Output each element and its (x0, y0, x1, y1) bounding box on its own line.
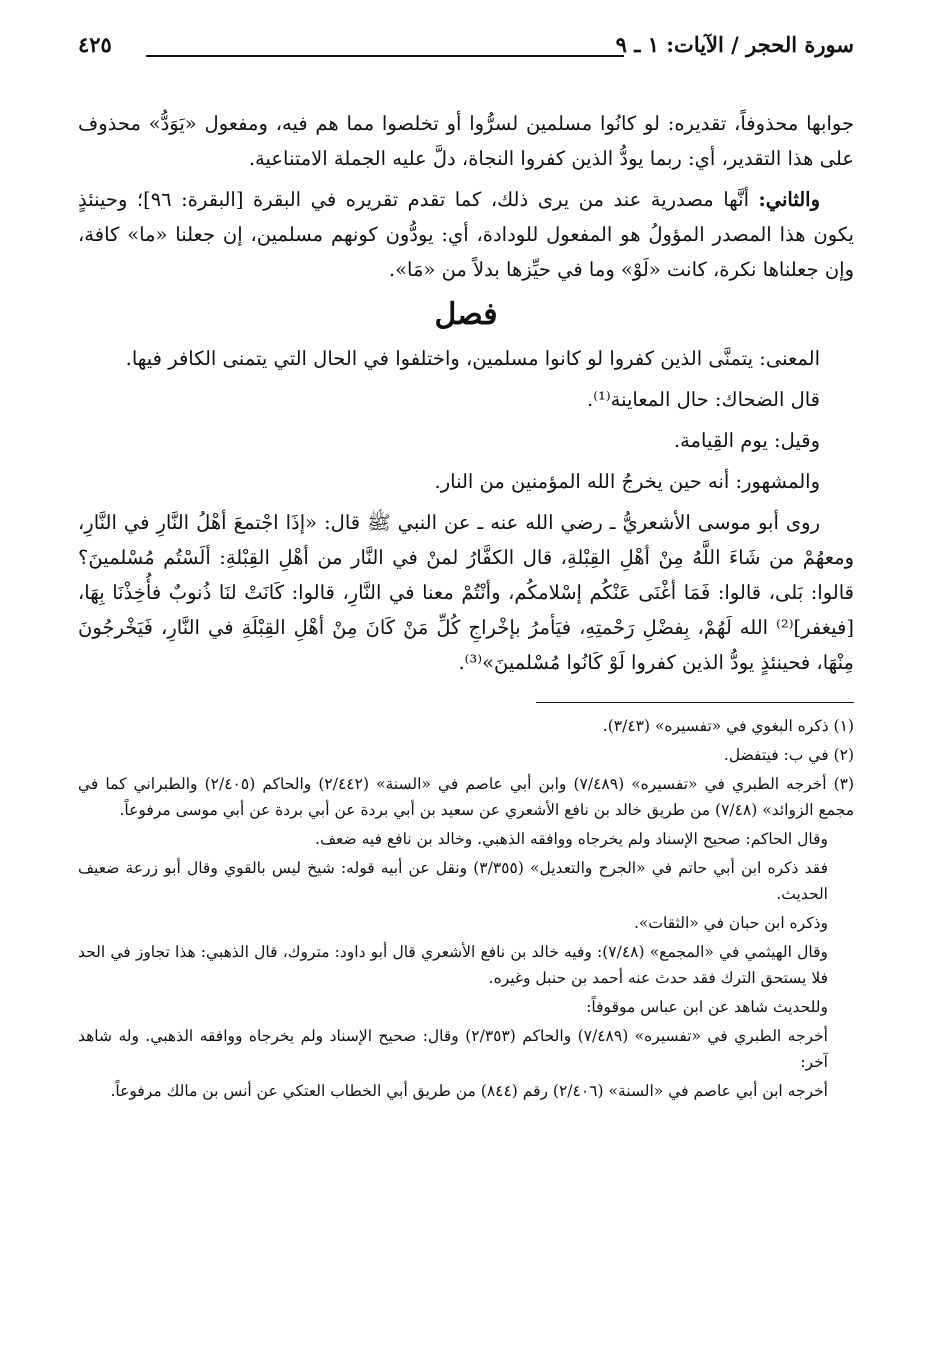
running-header (78, 32, 854, 66)
footnote-3-cont-2: فقد ذكره ابن أبي حاتم في «الجرح والتعديل» (٣/٣٥٥) ونقل عن أبيه قوله: شيخ ليس بالقوي وقال أبو زرعة ضعيف الحديث. (78, 859, 828, 903)
footnote-3-cont-3: وذكره ابن حبان في «الثقات». (633, 914, 828, 932)
footnotes (78, 713, 854, 1104)
footnote-divider (536, 702, 854, 703)
paragraph-2 (78, 182, 854, 287)
paragraph-2-rest: أنَّها مصدرية عند من يرى ذلك، كما تقدم تقريره في البقرة [البقرة: ٩٦]؛ وحينئذٍ يكون هذا المصدر المؤولُ هو المفعول للودادة، أي: يودُّون كونهم مسلمين، إن جعلنا «ما» كافة، وإن جعلناها نكرة، كانت «لَوْ» وما في حيِّزها بدلاً من «مَا». (78, 188, 854, 281)
page-number: ٤٢٥ (78, 32, 112, 57)
paragraph-2-lead: والثاني: (758, 188, 820, 211)
footnote-3-cont-6: أخرجه الطبري في «تفسيره» (٧/٤٨٩) والحاكم (٢/٣٥٣) وقال: صحيح الإسناد ولم يخرجاه ووافقه الذهبي. وله شاهد آخر: (78, 1027, 828, 1071)
main-text (78, 106, 854, 680)
footnote-3-cont-4: وقال الهيثمي في «المجمع» (٧/٤٨): وفيه خالد بن نافع الأشعري قال أبو داود: متروك، قال الذهبي: هذا تجاوز في الحد فلا يستحق الترك فقد حدث عنه أحمد بن حنبل وغيره. (78, 943, 828, 987)
footnote-1: (١) ذكره البغوي في «تفسيره» (٣/٤٣). (602, 717, 854, 735)
section-heading: فصل (434, 297, 498, 332)
paragraph-3: المعنى: يتمنَّى الذين كفروا لو كانوا مسلمين، واختلفوا في الحال التي يتمنى الكافر فيها. (125, 347, 820, 370)
surah-title: سورة الحجر / الآيات: ١ ـ ٩ (615, 32, 854, 57)
footnote-3-cont-7: أخرجه ابن أبي عاصم في «السنة» (٢/٤٠٦) رقم (٨٤٤) من طريق أبي الخطاب العتكي عن أنس بن مالك مرفوعاً. (110, 1082, 828, 1100)
paragraph-6: والمشهور: أنه حين يخرجُ الله المؤمنين من النار. (434, 470, 820, 493)
footnote-3: (٣) أخرجه الطبري في «تفسيره» (٧/٤٨٩) وابن أبي عاصم في «السنة» (٢/٤٤٢) والحاكم (٢/٤٠٥) والطبراني كما في مجمع الزوائد» (٧/٤٨) من طريق خالد بن نافع الأشعري عن سعيد بن أبي بردة عن أبي بردة عن أبي موسى مرفوعاً. (78, 775, 855, 819)
footnote-2: (٢) في ب: فيتفضل. (723, 746, 854, 764)
book-page (78, 32, 854, 1107)
paragraph-5: وقيل: يوم القِيامة. (673, 429, 820, 452)
footnote-3-cont-5: وللحديث شاهد عن ابن عباس موقوفاً: (586, 998, 828, 1016)
footnote-3-cont-1: وقال الحاكم: صحيح الإسناد ولم يخرجاه ووافقه الذهبي. وخالد بن نافع فيه ضعف. (315, 830, 828, 848)
paragraph-1: جوابها محذوفاً، تقديره: لو كانُوا مسلمين لسرُّوا أو تخلصوا مما هم فيه، ومفعول «يَوَدُّ» محذوف على هذا التقدير، أي: ربما يودُّ الذين كفروا النجاة، دلَّ عليه الجملة الامتناعية. (78, 112, 854, 170)
paragraph-4: قال الضحاك: حال المعاينة⁽¹⁾. (587, 388, 820, 411)
paragraph-7: روى أبو موسى الأشعريُّ ـ رضي الله عنه ـ عن النبي ﷺ قال: «إذَا اجْتمعَ أهْلُ النَّارِ في النَّارِ، ومعهُمْ من شَاءَ اللَّهُ مِنْ أهْلِ القِبْلةِ، قال الكفَّارُ لمنْ في النَّار من أهْلِ القِبْلةِ: ألَسْتُم مُسْلمينَ؟ قالوا: بَلى، قالوا: فَمَا أغْنَى عَنْكُم إسْلامكُم، وأنْتُمْ معنا في النَّارِ، قالوا: كَانَتْ لنَا ذُنوبٌ فأُخِذْنَا بِهَا، [فيغفر]⁽²⁾ الله لَهُمْ، بِفضْلِ رَحْمتِهِ، فيَأمرُ بإخْراجِ كُلِّ مَنْ كَانَ مِنْ أهْلِ القِبْلَةِ في النَّارِ، فَيَخْرجُونَ مِنْهَا، فحينئذٍ يودُّ الذين كفروا لَوْ كَانُوا مُسْلمينَ»⁽³⁾. (78, 511, 854, 674)
header-rule (146, 55, 624, 57)
